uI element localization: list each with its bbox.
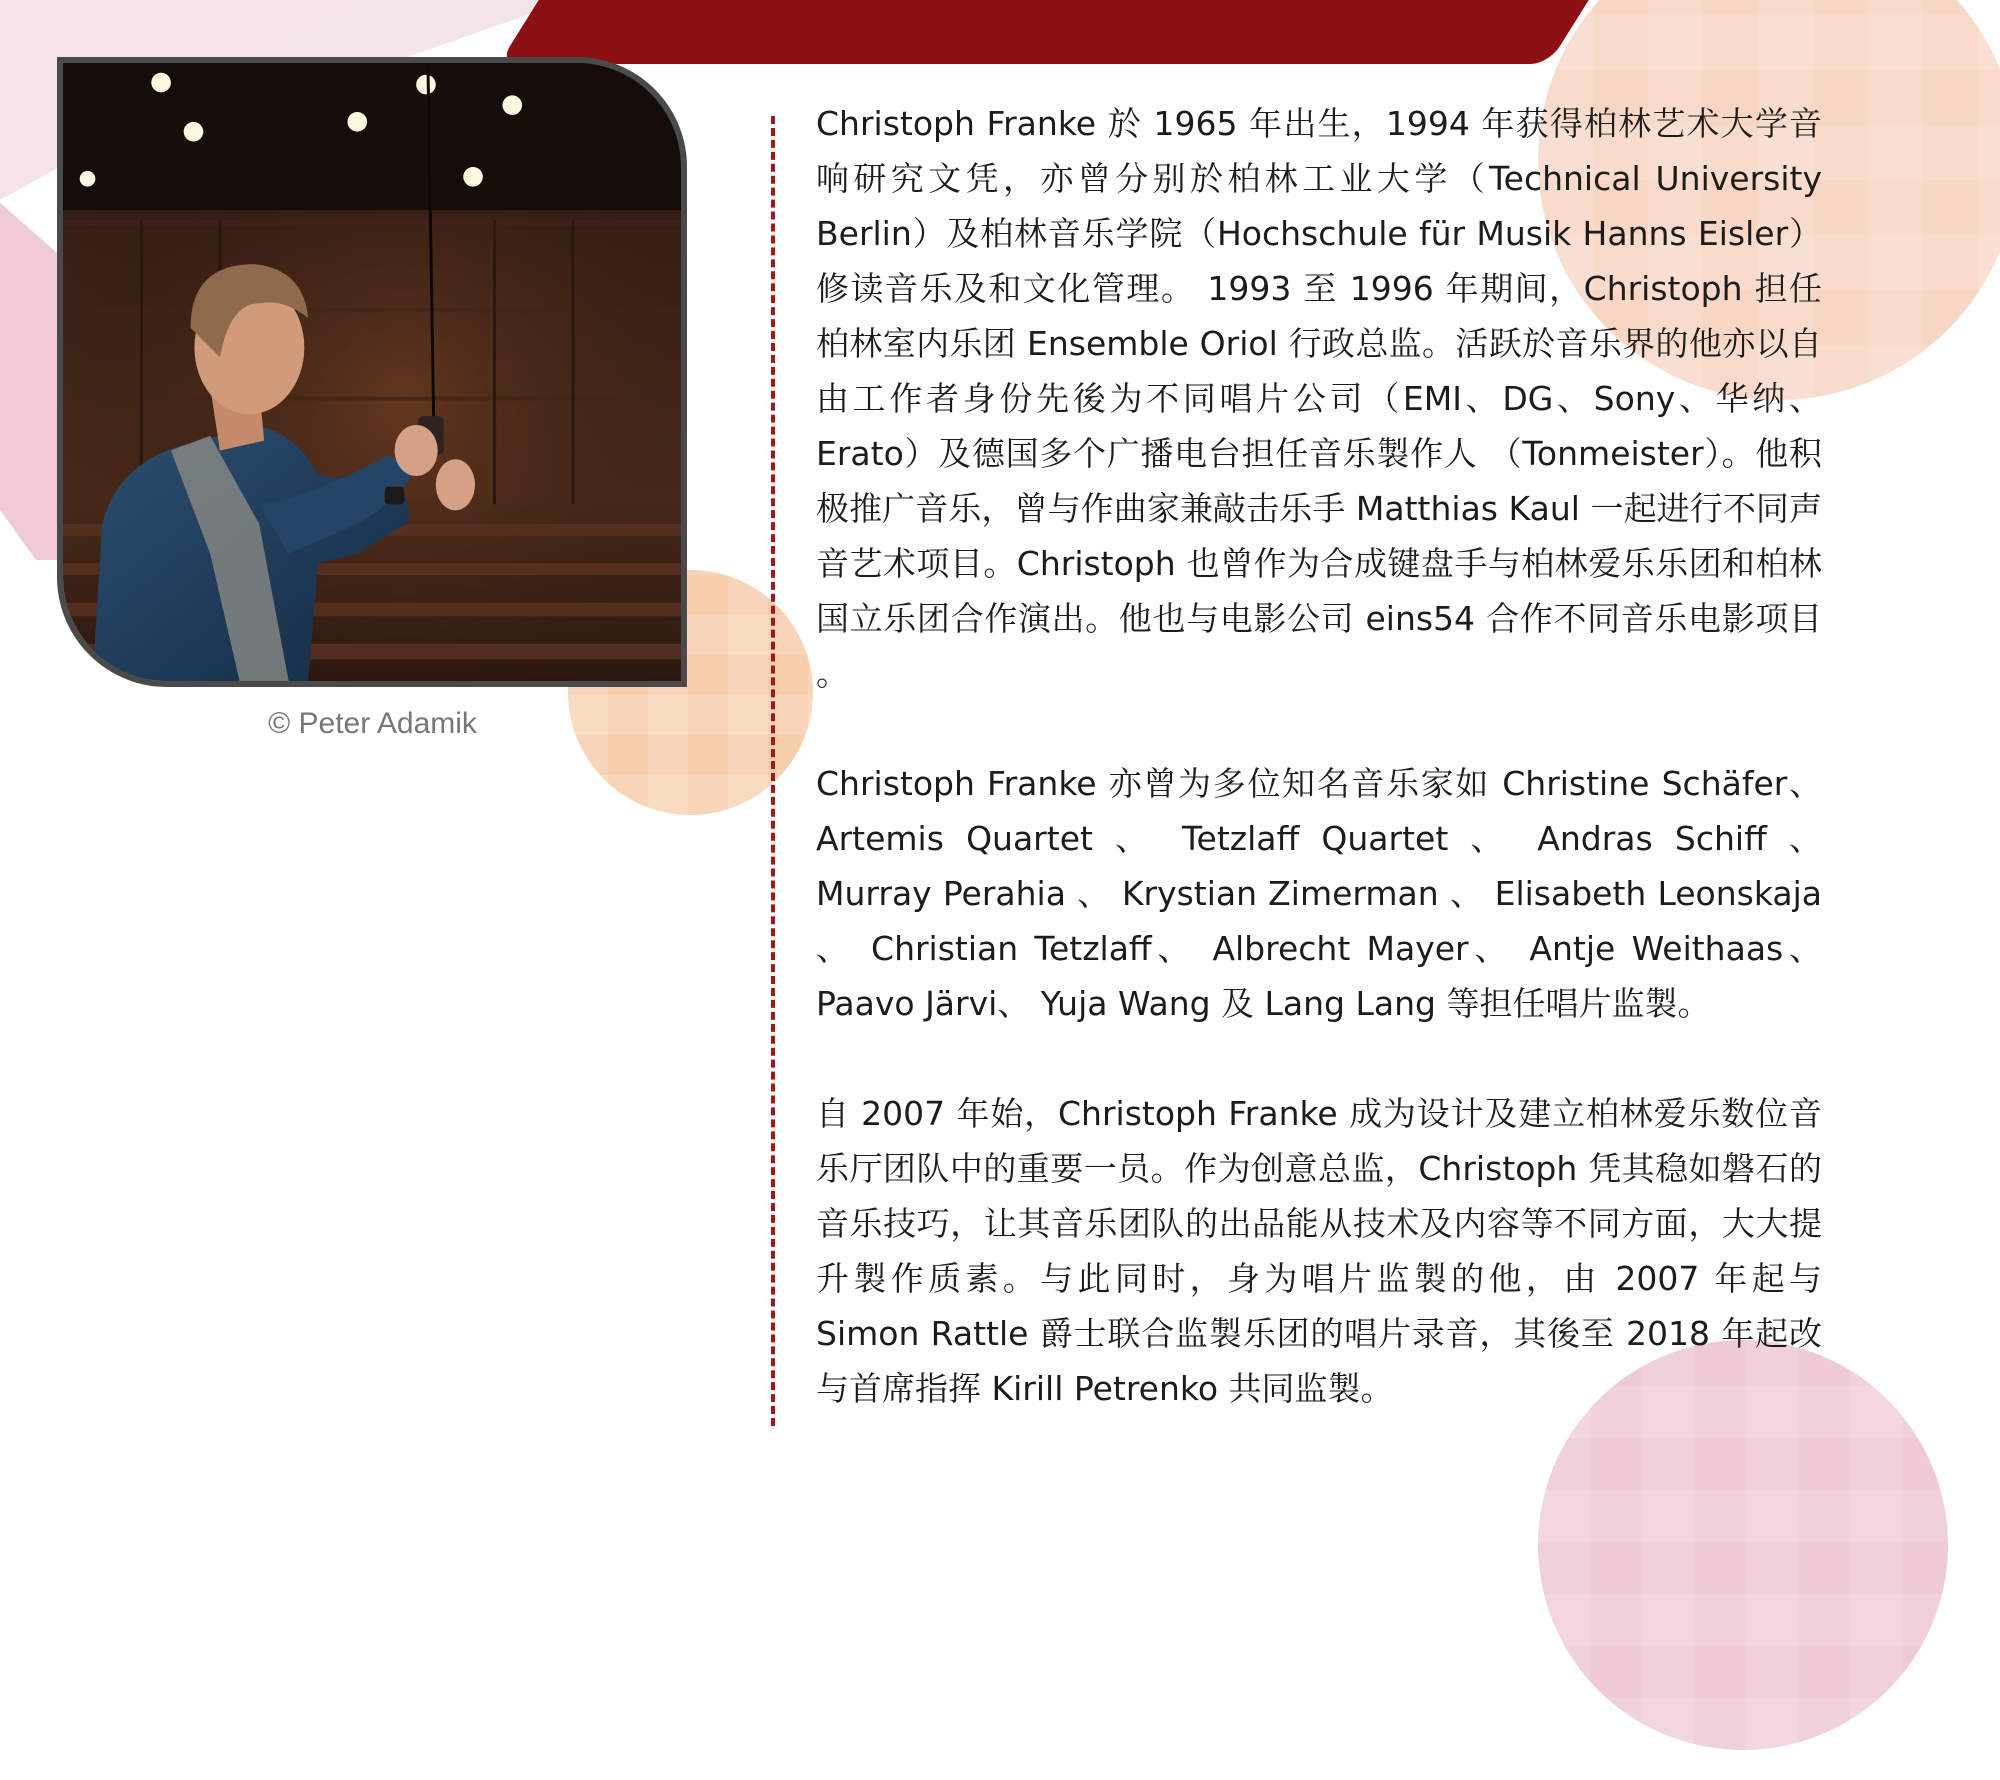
dashed-divider (771, 116, 775, 1426)
conductor-photo (63, 63, 681, 681)
biography-paragraph: Christoph Franke 於 1965 年出生，1994 年获得柏林艺术大学音响研究文凭，亦曾分别於柏林工业大学（Technical University Berlin）及柏林音乐学院（Hochschule für Musik Hanns Eisler）修读音乐及和文化管理。 1993 至 1996 年期间，Christoph 担任柏林室内乐团 Ensemble Oriol 行政总监。活跃於音乐界的他亦以自由工作者身份先後为不同唱片公司（EMI、DG、Sony、华纳、Erato）及德国多个广播电台担任音乐製作人 （Tonmeister）。他积极推广音乐，曾与作曲家兼敲击乐手 Matthias Kaul 一起进行不同声音艺术项目。Christoph 也曾作为合成键盘手与柏林爱乐乐团和柏林国立乐团合作演出。他也与电影公司 eins54 合作不同音乐电影项目 。 (816, 104, 1822, 693)
biography-text (816, 96, 1822, 1416)
photo-credit: © Peter Adamik (268, 707, 477, 740)
biography-paragraph: Christoph Franke 亦曾为多位知名音乐家如 Christine Schäfer、Artemis Quartet 、 Tetzlaff Quartet 、 Andras Schiff 、 Murray Perahia 、 Krystian Zimerman 、 Elisabeth Leonskaja 、 Christian Tetzlaff、 Albrecht Mayer、 Antje Weithaas、 Paavo Järvi、 Yuja Wang 及 Lang Lang 等担任唱片监製。 (816, 764, 1822, 1023)
portrait-photo (57, 57, 687, 687)
decorative-red-header-bar (499, 0, 1590, 64)
biography-paragraph: 自 2007 年始，Christoph Franke 成为设计及建立柏林爱乐数位音乐厅团队中的重要一员。作为创意总监，Christoph 凭其稳如磐石的音乐技巧，让其音乐团队的出品能从技术及内容等不同方面，大大提升製作质素。与此同时，身为唱片监製的他，由 2007 年起与 Simon Rattle 爵士联合监製乐团的唱片录音，其後至 2018 年起改与首席指挥 Kirill Petrenko 共同监製。 (816, 1094, 1822, 1408)
